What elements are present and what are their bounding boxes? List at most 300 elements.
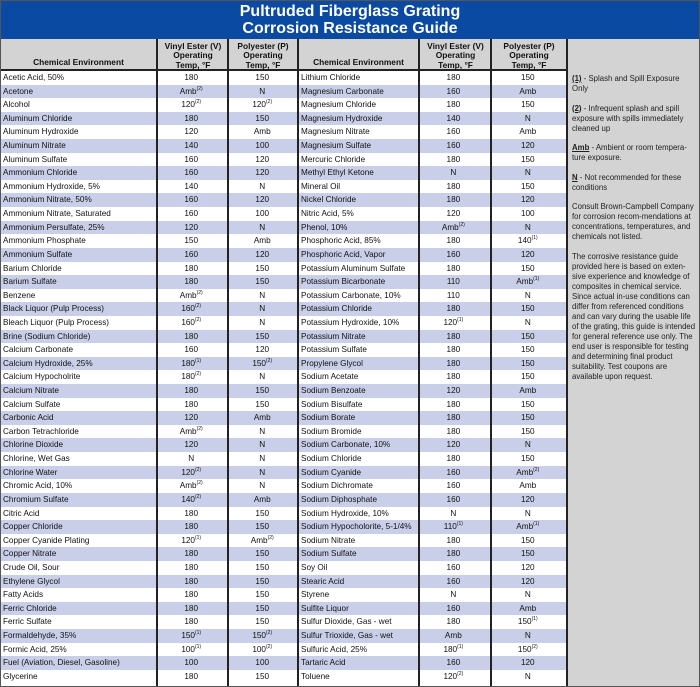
polyester-temp: [227, 602, 297, 616]
polyester-temp: [227, 98, 297, 112]
table-row: [299, 588, 566, 602]
polyester-temp: [490, 370, 566, 384]
vinyl-ester-temp-value: 140: [184, 181, 199, 191]
chemical-name-value: Aluminum Hydroxide: [3, 127, 79, 137]
chemical-name-value: Benzene: [3, 290, 36, 300]
vinyl-ester-temp-value: 180: [446, 263, 461, 273]
chemical-name: [299, 643, 417, 657]
polyester-temp-value: 150: [255, 73, 270, 82]
polyester-temp-value: 120: [520, 494, 535, 504]
polyester-temp-value: 150: [520, 426, 535, 436]
vinyl-ester-temp: [155, 153, 228, 167]
chemical-name: [1, 234, 155, 248]
polyester-temp-value: 150: [255, 549, 270, 559]
note-key: N: [572, 172, 578, 182]
chemical-name-value: Sodium Acetate: [301, 372, 359, 382]
polyester-temp-value: 150: [255, 576, 270, 586]
polyester-temp-value: 120: [520, 249, 535, 259]
vinyl-ester-temp-value: 120: [443, 671, 458, 681]
header-line: Vinyl Ester (V): [427, 41, 484, 51]
polyester-temp: [227, 670, 297, 684]
chemical-name-value: Sulfur Trioxide, Gas - wet: [301, 630, 393, 640]
polyester-temp: [490, 180, 566, 194]
table-row: [299, 221, 566, 235]
vinyl-ester-temp-value: 180: [446, 426, 461, 436]
header-line: Vinyl Ester (V): [164, 41, 222, 51]
table-row: [1, 275, 297, 289]
chemical-name-value: Potassium Chloride: [301, 304, 372, 314]
polyester-temp-value: 120: [520, 141, 535, 151]
table-row: [1, 479, 297, 493]
chemical-name-value: Magnesium Chloride: [301, 100, 377, 110]
vinyl-ester-temp-value: Amb: [444, 630, 462, 640]
footnote-marker: (1): [457, 316, 464, 323]
polyester-temp: [227, 180, 297, 194]
polyester-temp: [490, 112, 566, 126]
polyester-temp-value: N: [259, 181, 266, 191]
vinyl-ester-temp: [155, 384, 228, 398]
table-row: [299, 561, 566, 575]
polyester-temp-value: 150: [520, 454, 535, 464]
vinyl-ester-temp-value: 100: [181, 644, 195, 654]
vinyl-ester-temp-value: 180: [184, 617, 199, 627]
polyester-temp-value: 150: [255, 508, 270, 518]
table-row: [299, 357, 566, 371]
vinyl-ester-temp: [417, 466, 489, 480]
polyester-temp: [227, 193, 297, 207]
polyester-temp: [227, 139, 297, 153]
vinyl-ester-temp: [155, 166, 228, 180]
table-row: [299, 384, 566, 398]
vinyl-ester-temp: [417, 166, 489, 180]
polyester-temp: [227, 479, 297, 493]
chemical-name: [299, 193, 417, 207]
vinyl-ester-temp-value: 160: [446, 86, 461, 96]
chemical-name: [299, 452, 417, 466]
chemical-name-value: Ammonium Nitrate, 50%: [3, 195, 92, 205]
chemical-name: [1, 411, 155, 425]
table-row: [1, 534, 297, 548]
footnote-marker: (2): [194, 371, 202, 378]
chemical-name: [299, 330, 417, 344]
polyester-temp-value: 120: [520, 562, 535, 572]
right-vinyl-header: [420, 39, 491, 71]
polyester-temp-value: N: [259, 317, 266, 327]
polyester-temp-value: N: [524, 590, 531, 600]
vinyl-ester-temp-value: 120: [443, 317, 458, 327]
chemical-name: [299, 398, 417, 412]
vinyl-ester-temp-value: 180: [184, 522, 199, 532]
vinyl-ester-temp: [417, 180, 489, 194]
polyester-temp: [227, 343, 297, 357]
polyester-temp: [227, 547, 297, 561]
vinyl-ester-temp: [417, 302, 489, 316]
note-n: [572, 173, 696, 193]
column-divider: [156, 39, 158, 686]
chemical-name: [299, 357, 417, 371]
polyester-temp: [490, 302, 566, 316]
table-row: [1, 289, 297, 303]
chemical-name-value: Ferric Chloride: [3, 603, 57, 613]
footnote-marker: (1): [533, 521, 540, 528]
header-line: Temp, °F: [175, 59, 211, 70]
chemical-name-value: Phosphoric Acid, Vapor: [301, 249, 386, 259]
chemical-name: [1, 98, 155, 112]
vinyl-ester-temp-value: 160: [446, 481, 461, 491]
table-row: [1, 643, 297, 657]
vinyl-ester-temp: [155, 289, 228, 303]
footnote-marker: (2): [266, 99, 273, 106]
chemical-name-value: Ammonium Phosphate: [3, 236, 86, 246]
column-divider: [490, 39, 492, 686]
vinyl-ester-temp-value: 180: [184, 386, 199, 396]
polyester-temp: [227, 425, 297, 439]
vinyl-ester-temp-value: 120: [184, 413, 199, 423]
right-table-body: [299, 71, 566, 683]
vinyl-ester-temp: [155, 357, 228, 371]
vinyl-ester-temp-value: 100: [184, 658, 199, 668]
polyester-temp: [227, 466, 297, 480]
chemical-name-value: Sodium Carbonate, 10%: [301, 440, 391, 450]
chemical-name-value: Potassium Bicarbonate: [301, 277, 386, 287]
vinyl-ester-temp-value: 180: [446, 154, 461, 164]
header-line: Temp, °F: [245, 59, 281, 70]
polyester-temp: [490, 643, 566, 657]
footnote-marker: (2): [266, 643, 273, 650]
chemical-name: [299, 248, 417, 262]
polyester-temp: [490, 479, 566, 493]
chemical-name-value: Phosphoric Acid, 85%: [301, 236, 381, 246]
polyester-temp-value: 150: [255, 386, 270, 396]
vinyl-ester-temp-value: 180: [446, 195, 461, 205]
vinyl-ester-temp-value: 150: [184, 236, 199, 246]
vinyl-ester-temp: [417, 602, 489, 616]
chemical-name-value: Tartaric Acid: [301, 658, 346, 668]
vinyl-ester-temp: [155, 547, 228, 561]
vinyl-ester-temp: [155, 207, 228, 221]
table-row: [299, 602, 566, 616]
polyester-temp: [490, 384, 566, 398]
vinyl-ester-temp: [417, 139, 489, 153]
chemical-name-value: Methyl Ethyl Ketone: [301, 168, 374, 178]
polyester-temp: [490, 71, 566, 85]
note-key: (2): [572, 103, 582, 113]
table-row: [299, 112, 566, 126]
polyester-temp: [490, 561, 566, 575]
chemical-name-value: Ammonium Chloride: [3, 168, 78, 178]
polyester-temp-value: 120: [520, 195, 535, 205]
chemical-name-value: Sodium Benzoate: [301, 386, 366, 396]
footnote-marker: (1): [531, 616, 538, 623]
polyester-temp-value: 120: [520, 658, 535, 668]
polyester-temp: [227, 207, 297, 221]
table-row: [1, 411, 297, 425]
polyester-temp: [490, 125, 566, 139]
chemical-name-value: Potassium Aluminum Sulfate: [301, 263, 406, 273]
vinyl-ester-temp: [417, 425, 489, 439]
column-divider: [418, 39, 420, 686]
vinyl-ester-temp: [417, 193, 489, 207]
table-row: [299, 125, 566, 139]
vinyl-ester-temp: [417, 438, 489, 452]
chemical-name: [299, 275, 417, 289]
footnote-marker: (1): [456, 521, 463, 528]
chemical-name-value: Sodium Cyanide: [301, 467, 362, 477]
left-table-body: [1, 71, 297, 683]
polyester-temp-value: 150: [520, 100, 535, 110]
polyester-temp: [490, 534, 566, 548]
vinyl-ester-temp-value: 160: [446, 467, 461, 477]
polyester-temp-value: Amb: [253, 127, 271, 137]
note-key: Amb: [572, 143, 590, 152]
polyester-temp-value: 120: [520, 576, 535, 586]
chemical-name: [1, 384, 155, 398]
polyester-temp-value: 150: [255, 590, 270, 600]
chemical-name: [1, 275, 155, 289]
polyester-temp-value: N: [259, 86, 266, 96]
table-row: [299, 370, 566, 384]
chemical-name: [1, 316, 155, 330]
vinyl-ester-temp-value: 180: [184, 113, 199, 123]
chemical-name-value: Formaldehyde, 35%: [3, 630, 77, 640]
table-row: [1, 438, 297, 452]
chemical-name-value: Acetic Acid, 50%: [3, 73, 64, 82]
vinyl-ester-temp-value: 160: [184, 345, 199, 355]
polyester-temp-value: N: [259, 372, 266, 382]
polyester-temp-value: Amb: [519, 386, 537, 396]
header-label: Chemical Environment: [313, 56, 404, 67]
vinyl-ester-temp-value: 180: [446, 535, 461, 545]
footnote-marker: (2): [194, 466, 202, 473]
table-row: [299, 207, 566, 221]
chemical-name: [299, 629, 417, 643]
chemical-name-value: Chromium Sulfate: [3, 494, 69, 504]
chemical-name-value: Ethylene Glycol: [3, 576, 60, 586]
chemical-name-value: Copper Cyanide Plating: [3, 535, 90, 545]
vinyl-ester-temp: [417, 479, 489, 493]
chemical-name-value: Mineral Oil: [301, 181, 341, 191]
chemical-name-value: Aluminum Nitrate: [3, 141, 66, 151]
chemical-name: [1, 534, 155, 548]
polyester-temp: [227, 384, 297, 398]
table-row: [1, 71, 297, 85]
vinyl-ester-temp: [155, 248, 228, 262]
polyester-temp-value: 150: [255, 331, 270, 341]
polyester-temp-value: N: [524, 317, 531, 327]
vinyl-ester-temp: [417, 112, 489, 126]
chemical-name: [299, 316, 417, 330]
vinyl-ester-temp: [417, 561, 489, 575]
chemical-name: [1, 452, 155, 466]
vinyl-ester-temp: [155, 180, 228, 194]
chemical-name: [1, 166, 155, 180]
table-row: [1, 262, 297, 276]
polyester-temp: [227, 275, 297, 289]
polyester-temp: [227, 656, 297, 670]
table-row: [299, 275, 566, 289]
chemical-name-value: Aluminum Chloride: [3, 113, 73, 123]
chemical-name: [299, 520, 417, 534]
vinyl-ester-temp-value: 180: [184, 576, 199, 586]
polyester-temp: [227, 262, 297, 276]
polyester-temp: [490, 452, 566, 466]
polyester-temp-value: Amb: [516, 277, 534, 287]
table-row: [299, 316, 566, 330]
polyester-temp: [490, 262, 566, 276]
chemical-name-value: Toluene: [301, 671, 330, 681]
chemical-name-value: Calcium Nitrate: [3, 386, 59, 396]
polyester-temp: [227, 71, 297, 85]
chemical-name: [299, 85, 417, 99]
vinyl-ester-temp: [155, 656, 228, 670]
right-chemical-header: [299, 39, 418, 71]
vinyl-ester-temp: [155, 615, 228, 629]
vinyl-ester-temp-value: 160: [184, 209, 199, 219]
chemical-name: [299, 234, 417, 248]
vinyl-ester-temp: [417, 71, 489, 85]
table-row: [299, 493, 566, 507]
vinyl-ester-temp: [417, 384, 489, 398]
chemical-name-value: Potassium Nitrate: [301, 331, 366, 341]
chemical-name: [1, 479, 155, 493]
vinyl-ester-temp: [417, 289, 489, 303]
footnote-marker: (1): [533, 276, 540, 283]
vinyl-ester-temp-value: Amb: [179, 290, 197, 300]
polyester-temp-value: 150: [520, 345, 535, 355]
chemical-name-value: Calcium Carbonate: [3, 345, 74, 355]
polyester-temp: [490, 466, 566, 480]
vinyl-ester-temp-value: 160: [184, 168, 199, 178]
polyester-temp-value: 150: [252, 358, 266, 368]
table-row: [299, 615, 566, 629]
vinyl-ester-temp: [417, 85, 489, 99]
header-line: Operating: [509, 50, 549, 61]
vinyl-ester-temp: [417, 207, 489, 221]
chemical-name: [1, 330, 155, 344]
table-row: [1, 561, 297, 575]
footnote-marker: (2): [457, 670, 464, 677]
chemical-name: [299, 370, 417, 384]
vinyl-ester-temp: [155, 398, 228, 412]
vinyl-ester-temp: [155, 112, 228, 126]
vinyl-ester-temp: [155, 234, 228, 248]
chemical-name: [299, 166, 417, 180]
vinyl-ester-temp: [417, 493, 489, 507]
polyester-temp: [490, 139, 566, 153]
chemical-name-value: Ammonium Nitrate, Saturated: [3, 209, 111, 219]
chemical-name-value: Calcium Hypocholrite: [3, 372, 81, 382]
polyester-temp: [490, 289, 566, 303]
vinyl-ester-temp: [155, 193, 228, 207]
vinyl-ester-temp-value: 180: [443, 644, 458, 654]
table-row: [1, 85, 297, 99]
table-row: [299, 248, 566, 262]
vinyl-ester-temp: [155, 221, 228, 235]
chemical-name-value: Carbonic Acid: [3, 413, 54, 423]
vinyl-ester-temp: [417, 575, 489, 589]
table-row: [299, 180, 566, 194]
vinyl-ester-temp-value: 180: [446, 454, 461, 464]
vinyl-ester-temp-value: 180: [446, 345, 461, 355]
chemical-name-value: Chlorine Water: [3, 467, 58, 477]
chemical-name-value: Ammonium Persulfate, 25%: [3, 222, 105, 232]
vinyl-ester-temp-value: 160: [446, 141, 461, 151]
vinyl-ester-temp: [155, 561, 228, 575]
vinyl-ester-temp: [417, 615, 489, 629]
vinyl-ester-temp: [417, 547, 489, 561]
footnote-marker: (2): [196, 289, 203, 296]
chemical-name: [1, 520, 155, 534]
table-row: [1, 629, 297, 643]
vinyl-ester-temp-value: Amb: [179, 481, 197, 491]
chemical-name-value: Sodium Dichromate: [301, 481, 373, 491]
polyester-temp-value: 150: [255, 263, 270, 273]
table-row: [299, 629, 566, 643]
chemical-name: [1, 248, 155, 262]
chemical-name-value: Phenol, 10%: [301, 222, 348, 232]
chemical-name-value: Sulfite Liquor: [301, 603, 349, 613]
table-row: [1, 384, 297, 398]
table-row: [1, 466, 297, 480]
vinyl-ester-temp: [155, 343, 228, 357]
vinyl-ester-temp-value: 120: [181, 100, 195, 110]
vinyl-ester-temp: [155, 670, 228, 684]
header-line: Operating: [173, 50, 213, 61]
table-row: [1, 139, 297, 153]
table-row: [1, 425, 297, 439]
polyester-temp: [490, 221, 566, 235]
polyester-temp: [227, 493, 297, 507]
polyester-temp: [227, 112, 297, 126]
polyester-temp-value: 150: [520, 399, 535, 409]
vinyl-ester-temp: [417, 656, 489, 670]
vinyl-ester-temp-value: 160: [184, 249, 199, 259]
header-line: Polyester (P): [503, 41, 555, 51]
table-row: [299, 547, 566, 561]
vinyl-ester-temp-value: 160: [446, 127, 461, 137]
chemical-name-value: Alcohol: [3, 100, 30, 110]
polyester-temp: [490, 629, 566, 643]
vinyl-ester-temp-value: 180: [184, 277, 199, 287]
polyester-temp-value: 150: [255, 522, 270, 532]
polyester-temp-value: Amb: [519, 603, 537, 613]
vinyl-ester-temp: [155, 125, 228, 139]
chemical-name: [1, 357, 155, 371]
polyester-temp-value: Amb: [516, 467, 534, 477]
polyester-temp: [227, 507, 297, 521]
table-row: [1, 330, 297, 344]
polyester-temp: [227, 85, 297, 99]
vinyl-ester-temp-value: 180: [184, 399, 199, 409]
table-row: [1, 343, 297, 357]
vinyl-ester-temp-value: 180: [181, 372, 195, 382]
vinyl-ester-temp: [417, 670, 489, 684]
table-row: [299, 425, 566, 439]
vinyl-ester-temp-value: 160: [184, 154, 199, 164]
footnote-marker: (1): [194, 357, 202, 364]
polyester-temp: [227, 289, 297, 303]
vinyl-ester-temp-value: 180: [184, 671, 199, 681]
table-row: [299, 343, 566, 357]
polyester-temp-value: N: [524, 671, 531, 681]
chemical-name-value: Chromic Acid, 10%: [3, 481, 73, 491]
polyester-temp: [490, 493, 566, 507]
polyester-temp: [490, 507, 566, 521]
chemical-name-value: Fuel (Aviation, Diesel, Gasoline): [3, 658, 120, 668]
chemical-name: [299, 139, 417, 153]
chemical-name-value: Glycerine: [3, 671, 38, 681]
polyester-temp-value: N: [259, 454, 266, 464]
